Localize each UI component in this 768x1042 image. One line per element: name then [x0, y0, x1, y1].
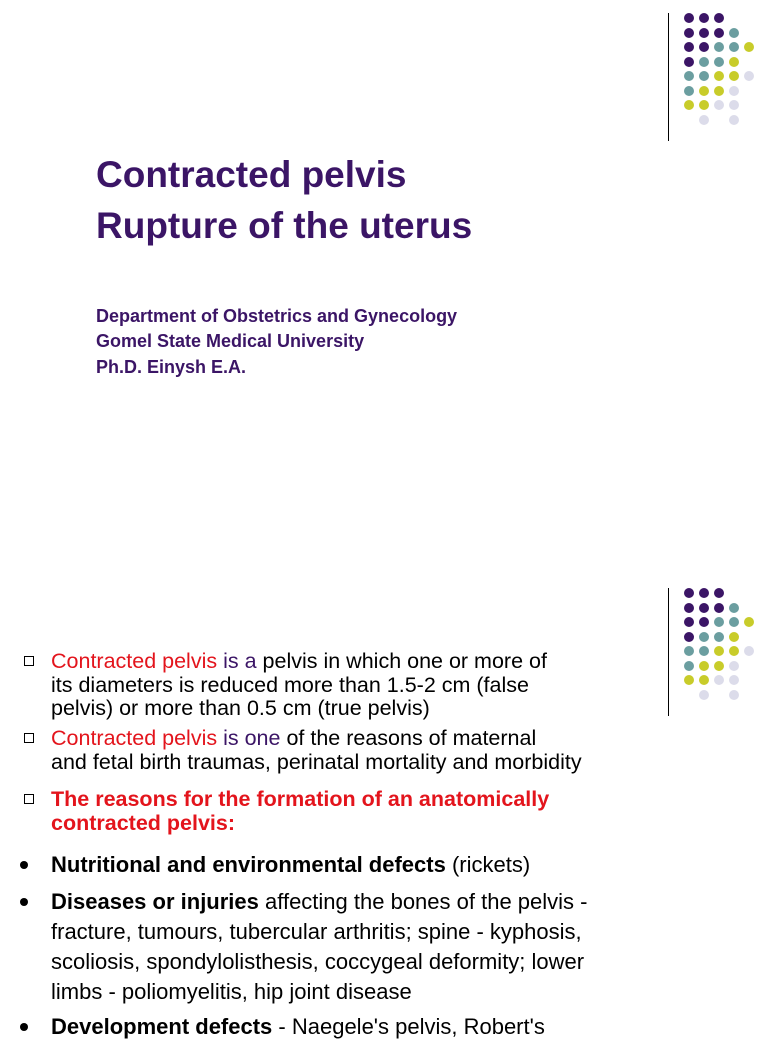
content-slide: [0, 576, 768, 1039]
item-bold-label: Diseases or injuries: [51, 889, 259, 914]
decorative-dot: [684, 646, 694, 656]
title-line-2: Rupture of the uterus: [96, 205, 473, 246]
decorative-dot: [699, 690, 709, 700]
decorative-dot: [714, 646, 724, 656]
reasons-heading: [24, 788, 549, 835]
decorative-dot: [729, 28, 739, 38]
connector-text: is a: [217, 649, 257, 673]
decorative-dot: [684, 57, 694, 67]
decorative-dot: [714, 661, 724, 671]
decorative-dot: [699, 57, 709, 67]
decorative-dot: [684, 603, 694, 613]
text-line: contracted pelvis:: [51, 810, 235, 835]
decorative-dot: [744, 42, 754, 52]
decorative-dot: [714, 42, 724, 52]
decorative-dot: [699, 632, 709, 642]
title-line-1: Contracted pelvis: [96, 154, 407, 195]
decorative-dot: [714, 13, 724, 23]
decorative-dot: [744, 617, 754, 627]
decorative-dot-grid: [684, 13, 754, 123]
department-label: Department of Obstetrics and Gynecology: [96, 306, 458, 326]
list-item: [20, 850, 530, 880]
text-line: (rickets): [445, 852, 531, 877]
decorative-dot: [714, 675, 724, 685]
text-line: pelvis in which one or more of: [256, 649, 547, 673]
decorative-dot: [729, 86, 739, 96]
item-bold-label: Nutritional and environmental defects: [51, 852, 446, 877]
decorative-dot: [729, 632, 739, 642]
item-bold-label: Development defects: [51, 1014, 273, 1039]
definition-paragraph: [24, 650, 547, 721]
decorative-dot: [684, 42, 694, 52]
decorative-dot: [714, 603, 724, 613]
text-line: its diameters is reduced more than 1.5-2 cm (false: [51, 672, 529, 697]
decorative-dot: [699, 42, 709, 52]
text-line: pelvis) or more than 0.5 cm (true pelvis): [51, 696, 430, 720]
decorative-dot: [729, 661, 739, 671]
decorative-dot: [699, 675, 709, 685]
decorative-dot: [714, 632, 724, 642]
vertical-divider-line: [668, 588, 669, 716]
decorative-dot: [684, 28, 694, 38]
decorative-dot: [699, 115, 709, 125]
square-bullet-icon: [24, 656, 34, 666]
text-line: and fetal birth traumas, perinatal mortality and morbidity: [51, 749, 582, 774]
university-label: Gomel State Medical University: [96, 331, 365, 351]
decorative-dot: [684, 661, 694, 671]
list-item: [20, 1012, 545, 1042]
decorative-dot: [729, 646, 739, 656]
decorative-dot: [729, 71, 739, 81]
decorative-dot: [699, 86, 709, 96]
text-line: The reasons for the formation of an anatomically: [51, 787, 550, 811]
text-line: of the reasons of maternal: [280, 726, 537, 750]
text-line: fracture, tumours, tubercular arthritis; spine - kyphosis,: [51, 919, 582, 944]
vertical-divider-line: [668, 13, 669, 141]
decorative-dot: [684, 13, 694, 23]
decorative-dot: [744, 71, 754, 81]
decorative-dot: [699, 28, 709, 38]
decorative-dot: [699, 603, 709, 613]
decorative-dot: [729, 115, 739, 125]
decorative-dot: [729, 603, 739, 613]
decorative-dot: [714, 28, 724, 38]
decorative-dot: [714, 617, 724, 627]
term-label: Contracted pelvis: [51, 649, 218, 673]
decorative-dot: [714, 86, 724, 96]
text-line: limbs - poliomyelitis, hip joint disease: [51, 979, 412, 1004]
decorative-dot: [729, 100, 739, 110]
decorative-dot: [729, 690, 739, 700]
term-label: Contracted pelvis: [51, 726, 218, 750]
decorative-dot: [684, 675, 694, 685]
decorative-dot-grid: [684, 588, 754, 698]
round-bullet-icon: [20, 898, 28, 906]
decorative-dot: [684, 588, 694, 598]
round-bullet-icon: [20, 1023, 28, 1031]
decorative-dot: [699, 588, 709, 598]
decorative-dot: [684, 86, 694, 96]
decorative-dot: [699, 13, 709, 23]
author-label: Ph.D. Einysh E.A.: [96, 357, 247, 377]
decorative-dot: [729, 675, 739, 685]
connector-text: is one: [217, 726, 281, 750]
decorative-dot: [684, 100, 694, 110]
decorative-dot: [699, 617, 709, 627]
text-line: affecting the bones of the pelvis -: [258, 889, 588, 914]
decorative-dot: [714, 71, 724, 81]
decorative-dot: [699, 661, 709, 671]
round-bullet-icon: [20, 861, 28, 869]
significance-paragraph: [24, 727, 582, 774]
decorative-dot: [714, 588, 724, 598]
decorative-dot: [729, 57, 739, 67]
decorative-dot: [729, 42, 739, 52]
square-bullet-icon: [24, 733, 34, 743]
decorative-dot: [699, 646, 709, 656]
decorative-dot: [744, 646, 754, 656]
decorative-dot: [699, 100, 709, 110]
decorative-dot: [714, 100, 724, 110]
decorative-dot: [684, 617, 694, 627]
decorative-dot: [684, 71, 694, 81]
decorative-dot: [699, 71, 709, 81]
decorative-dot: [684, 632, 694, 642]
list-item: [20, 887, 587, 1007]
decorative-dot: [729, 617, 739, 627]
decorative-dot: [714, 57, 724, 67]
text-line: scoliosis, spondylolisthesis, coccygeal deformity; lower: [51, 949, 585, 974]
text-line: - Naegele's pelvis, Robert's: [272, 1014, 545, 1039]
square-bullet-icon: [24, 794, 34, 804]
